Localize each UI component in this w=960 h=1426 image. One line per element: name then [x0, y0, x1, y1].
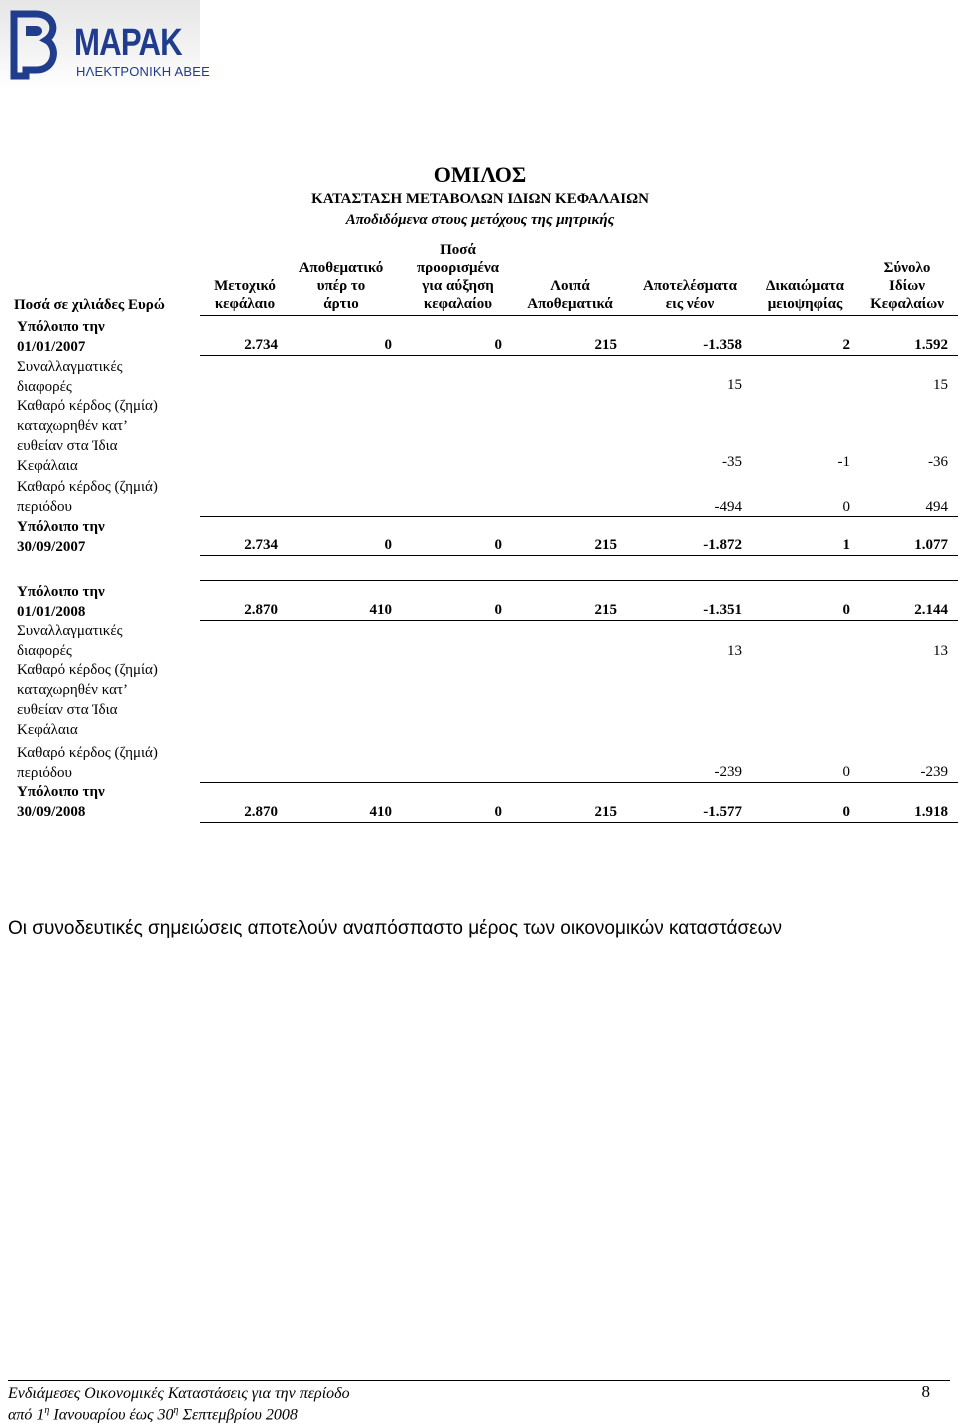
row-label-line: Καθαρό κέρδος (ζημιά): [17, 745, 158, 761]
table-cell-value: -35: [722, 454, 742, 470]
table-cell-value: 2.870: [244, 602, 278, 618]
table-cell-value: 215: [594, 602, 617, 618]
table-cell-value: 215: [594, 804, 617, 820]
row-label: [17, 317, 105, 357]
table-cell-value: 13: [727, 643, 742, 659]
column-header-line: Ιδίων: [889, 278, 925, 294]
row-label: [17, 782, 105, 822]
column-header-line: προορισμένα: [416, 260, 500, 276]
table-cell-value: 0: [842, 804, 850, 820]
attribution-subtitle: Αποδιδόμενα στους μετόχους της μητρικής: [345, 212, 615, 228]
row-label-line: ευθείαν στα Ίδια: [17, 438, 118, 454]
row-label-line: 01/01/2007: [17, 339, 86, 355]
column-header-line: Δικαιώματα: [765, 278, 845, 294]
table-cell-value: 0: [842, 764, 850, 780]
row-label-line: καταχωρηθέν κατ’: [17, 682, 129, 698]
table-cell-value: 0: [494, 804, 502, 820]
row-label: [17, 660, 158, 740]
column-header-line: άρτιο: [323, 296, 359, 312]
statement-title: ΚΑΤΑΣΤΑΣΗ ΜΕΤΑΒΟΛΩΝ ΙΔΙΩΝ ΚΕΦΑΛΑΙΩΝ: [311, 191, 649, 207]
table-cell-value: 1.918: [914, 804, 948, 820]
table-cell-value: -239: [920, 764, 948, 780]
table-cell-value: 410: [369, 804, 392, 820]
table-cell-value: 215: [594, 337, 617, 353]
table-cell-value: -1: [837, 454, 850, 470]
row-label-line: 30/09/2007: [17, 539, 86, 555]
column-header-line: Κεφαλαίων: [870, 296, 944, 312]
table-cell-value: 1: [842, 537, 850, 553]
row-rule: [200, 620, 958, 621]
row-label-line: διαφορές: [17, 643, 72, 659]
logo-wordmark: ΜΑΡΑΚ: [74, 22, 182, 64]
column-header-line: Αποθεματικά: [527, 296, 613, 312]
table-cell-value: -1.872: [703, 537, 742, 553]
column-header-7: [857, 259, 957, 313]
column-header-5: [630, 277, 750, 313]
column-header-line: κεφαλαίου: [423, 296, 493, 312]
footer-rule: [8, 1380, 950, 1381]
row-label: [17, 477, 158, 517]
table-cell-value: -1.577: [703, 804, 742, 820]
row-label-line: Κεφάλαια: [17, 458, 78, 474]
row-label-line: Υπόλοιπο την: [17, 319, 105, 335]
header-rule: [200, 315, 958, 316]
column-header-line: μειοψηφίας: [767, 296, 843, 312]
page-number: 8: [921, 1382, 930, 1401]
row-label-line: διαφορές: [17, 379, 72, 395]
row-label-line: Καθαρό κέρδος (ζημία): [17, 398, 158, 414]
row-label-line: περιόδου: [17, 499, 72, 515]
row-label: [17, 396, 158, 476]
column-header-line: Ποσά: [440, 242, 476, 258]
row-rule: [200, 516, 958, 517]
table-cell-value: 2.870: [244, 804, 278, 820]
row-label: [17, 517, 105, 557]
column-header-1: [200, 277, 290, 313]
row-label-line: Υπόλοιπο την: [17, 784, 105, 800]
row-label-line: περιόδου: [17, 765, 72, 781]
row-rule: [200, 555, 958, 556]
row-label-line: 30/09/2008: [17, 804, 86, 820]
row-label-line: ευθείαν στα Ίδια: [17, 702, 118, 718]
row-label-line: Καθαρό κέρδος (ζημία): [17, 662, 158, 678]
column-header-line: κεφάλαιο: [214, 296, 276, 312]
table-cell-value: 0: [384, 537, 392, 553]
column-header-line: Σύνολο: [883, 260, 931, 276]
table-cell-value: -1.351: [703, 602, 742, 618]
row-rule: [200, 782, 958, 783]
table-cell-value: 0: [494, 602, 502, 618]
column-header-line: Αποτελέσματα: [643, 278, 737, 294]
row-label-line: 01/01/2008: [17, 604, 86, 620]
table-cell-value: 0: [842, 499, 850, 515]
row-label-line: Καθαρό κέρδος (ζημιά): [17, 479, 158, 495]
row-label-line: Υπόλοιπο την: [17, 584, 105, 600]
table-cell-value: 13: [933, 643, 948, 659]
column-header-line: Μετοχικό: [214, 278, 276, 294]
table-cell-value: 2.734: [244, 537, 278, 553]
column-header-3: [403, 241, 513, 313]
row-label-line: Συναλλαγματικές: [17, 623, 123, 639]
row-label-line: καταχωρηθέν κατ’: [17, 418, 129, 434]
table-cell-value: 2.144: [914, 602, 948, 618]
table-cell-value: 1.592: [914, 337, 948, 353]
footer-period-line1: Ενδιάμεσες Οικονομικές Καταστάσεις για την περίοδο: [8, 1385, 350, 1402]
table-cell-value: -239: [714, 764, 742, 780]
table-cell-value: 0: [494, 337, 502, 353]
row-label: [17, 743, 158, 783]
table-cell-value: 15: [727, 377, 742, 393]
table-cell-value: 15: [933, 377, 948, 393]
row-rule: [200, 822, 958, 823]
row-rule: [200, 580, 958, 581]
column-header-line: Αποθεματικό: [298, 260, 384, 276]
group-title: ΟΜΙΛΟΣ: [433, 162, 527, 187]
table-cell-value: 0: [384, 337, 392, 353]
column-header-4: [515, 277, 625, 313]
table-cell-value: 0: [494, 537, 502, 553]
column-header-line: για αύξηση: [422, 278, 494, 294]
table-cell-value: 2: [842, 337, 850, 353]
column-header-6: [755, 277, 855, 313]
table-cell-value: 2.734: [244, 337, 278, 353]
row-label-line: Συναλλαγματικές: [17, 359, 123, 375]
logo-subtitle: ΗΛΕΚΤΡΟΝΙΚΗ ΑΒΕΕ: [76, 64, 210, 79]
table-cell-value: -1.358: [703, 337, 742, 353]
column-header-line: υπέρ το: [316, 278, 366, 294]
footer-period-line2: από $1^\eta$ Ιανουαρίου έως $30^\eta$ Σεπτεμβρίου 2008: [8, 1405, 298, 1424]
table-cell-value: -36: [928, 454, 948, 470]
column-header-line: Λοιπά: [550, 278, 590, 294]
row-label-line: Υπόλοιπο την: [17, 519, 105, 535]
table-cell-value: 215: [594, 537, 617, 553]
notes-statement: Οι συνοδευτικές σημειώσεις αποτελούν αναπόσπαστο μέρος των οικονομικών καταστάσεων: [8, 918, 782, 939]
table-cell-value: 410: [369, 602, 392, 618]
row-label: [17, 582, 105, 622]
row-label-line: Κεφάλαια: [17, 722, 78, 738]
row-label: [17, 357, 123, 397]
company-logo-icon: [6, 6, 66, 80]
row-rule: [200, 355, 958, 356]
row-label: [17, 621, 123, 661]
table-cell-value: -494: [714, 499, 742, 515]
column-header-2: [291, 259, 391, 313]
table-cell-value: 1.077: [914, 537, 948, 553]
column-header-line: εις νέον: [665, 296, 715, 312]
table-cell-value: 494: [925, 499, 948, 515]
table-cell-value: 0: [842, 602, 850, 618]
amounts-unit-label: Ποσά σε χιλιάδες Ευρώ: [14, 297, 165, 313]
